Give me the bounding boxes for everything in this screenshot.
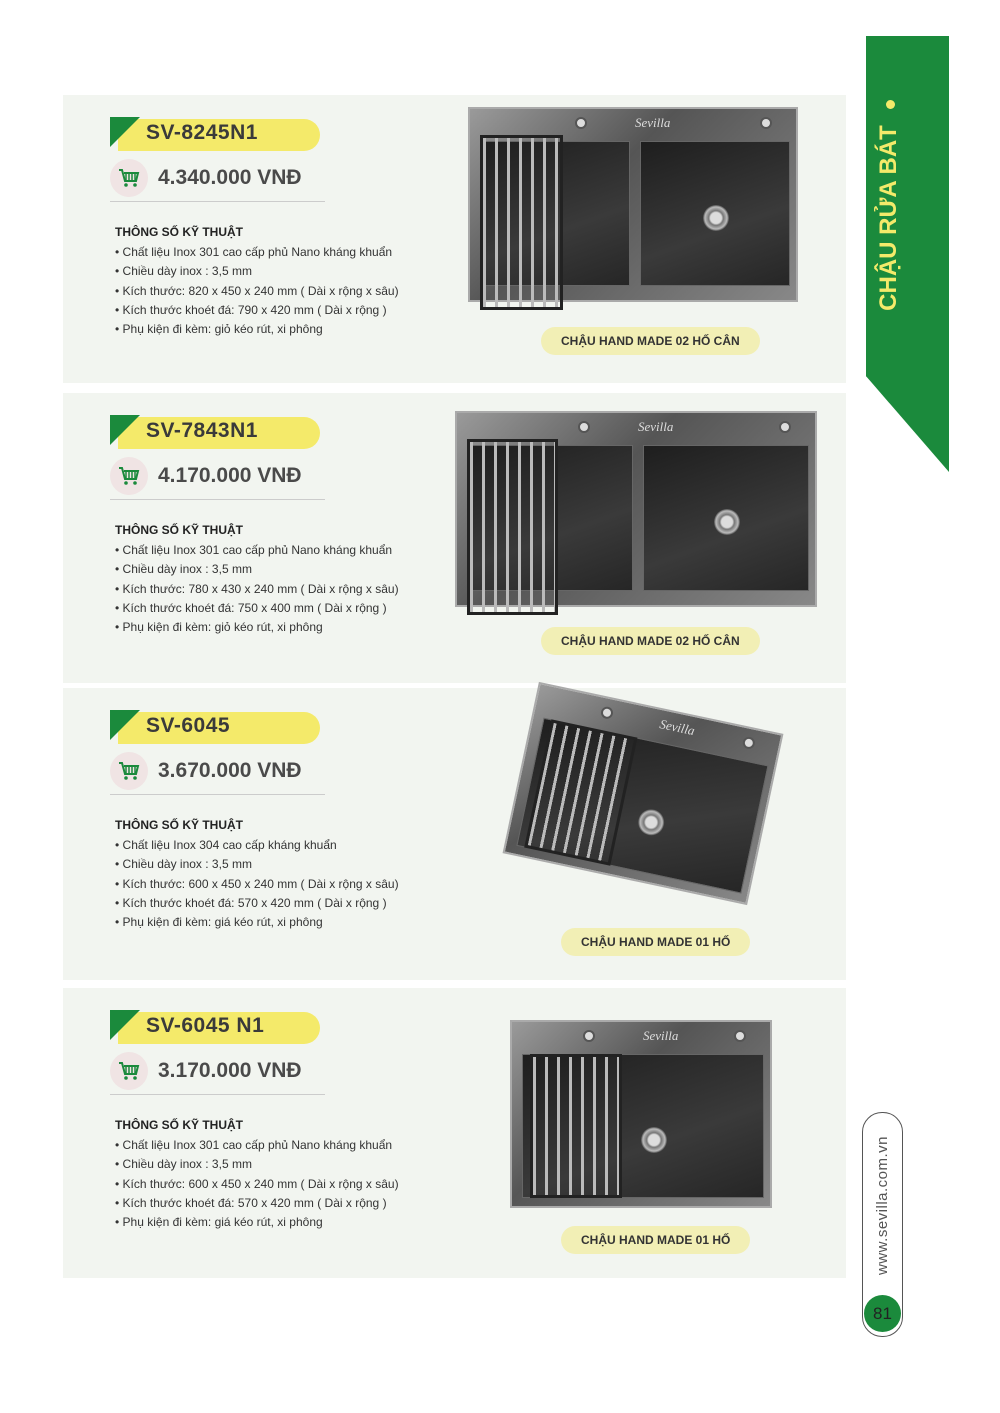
model-name: SV-8245N1 (146, 121, 258, 144)
spec-item: • Chiều dày inox : 3,5 mm (115, 560, 399, 579)
brand-logo: Sevilla (635, 115, 671, 130)
faucet-hole (578, 421, 590, 433)
spec-item: • Kích thước khoét đá: 790 x 420 mm ( Dài x rộng ) (115, 301, 399, 320)
price: 4.170.000 VNĐ (158, 464, 302, 487)
product-caption: CHẬU HAND MADE 01 HỐ (561, 928, 750, 956)
dish-rack (467, 439, 558, 615)
model-name: SV-6045 N1 (146, 1014, 265, 1037)
faucet-hole (760, 117, 772, 129)
drain (641, 1127, 667, 1153)
spec-item: • Chất liệu Inox 301 cao cấp phủ Nano kháng khuẩn (115, 541, 399, 560)
specs-heading: THÔNG SỐ KỸ THUẬT (115, 1118, 243, 1132)
model-name: SV-7843N1 (146, 419, 258, 442)
spec-item: • Chiều dày inox : 3,5 mm (115, 1155, 399, 1174)
sink-image (455, 411, 817, 607)
specs-heading: THÔNG SỐ KỸ THUẬT (115, 523, 243, 537)
sink-image (468, 107, 798, 302)
brand-logo: Sevilla (638, 419, 674, 434)
product-card (63, 688, 846, 980)
faucet-hole (600, 706, 614, 720)
faucet-hole (742, 736, 756, 750)
drain (635, 806, 666, 837)
spec-item: • Phụ kiện đi kèm: giỏ kéo rút, xi phông (115, 320, 399, 339)
model-tag (110, 415, 320, 451)
spec-item: • Kích thước khoét đá: 750 x 400 mm ( Dài x rộng ) (115, 599, 399, 618)
right-bowl (640, 141, 790, 286)
spec-item: • Kích thước khoét đá: 570 x 420 mm ( Dài x rộng ) (115, 1194, 399, 1213)
spec-item: • Chất liệu Inox 301 cao cấp phủ Nano kháng khuẩn (115, 1136, 399, 1155)
divider (110, 1094, 325, 1095)
price: 3.170.000 VNĐ (158, 1059, 302, 1082)
sink-image (503, 682, 784, 905)
spec-list (115, 1116, 399, 1232)
price-row (110, 159, 302, 197)
model-tag (110, 1010, 320, 1046)
dish-rack (530, 1054, 622, 1198)
faucet-hole (583, 1030, 595, 1042)
divider (110, 794, 325, 795)
dish-rack (480, 135, 563, 310)
model-name: SV-6045 (146, 714, 231, 737)
spec-item: • Kích thước: 780 x 430 x 240 mm ( Dài x rộng x sâu) (115, 580, 399, 599)
divider (110, 499, 325, 500)
specs-heading: THÔNG SỐ KỸ THUẬT (115, 225, 243, 239)
faucet-hole (734, 1030, 746, 1042)
specs-heading: THÔNG SỐ KỸ THUẬT (115, 818, 243, 832)
sink-image (510, 1020, 772, 1208)
product-caption: CHẬU HAND MADE 02 HỐ CÂN (541, 627, 760, 655)
spec-list (115, 223, 399, 339)
faucet-hole (575, 117, 587, 129)
spec-item: • Phụ kiện đi kèm: giá kéo rút, xi phông (115, 913, 399, 932)
spec-item: • Chiều dày inox : 3,5 mm (115, 262, 399, 281)
cart-icon (110, 159, 148, 197)
model-tag (110, 117, 320, 153)
price-row (110, 752, 302, 790)
product-caption: CHẬU HAND MADE 01 HỐ (561, 1226, 750, 1254)
drain (703, 205, 729, 231)
product-card (63, 393, 846, 683)
model-tag (110, 710, 320, 746)
spec-item: • Chiều dày inox : 3,5 mm (115, 855, 399, 874)
product-card (63, 95, 846, 383)
section-title: CHẬU RỬA BÁT (875, 125, 903, 311)
brand-logo: Sevilla (643, 1028, 679, 1043)
spec-item: • Kích thước: 820 x 450 x 240 mm ( Dài x rộng x sâu) (115, 282, 399, 301)
spec-item: • Phụ kiện đi kèm: giỏ kéo rút, xi phông (115, 618, 399, 637)
spec-list (115, 521, 399, 637)
cart-icon (110, 1052, 148, 1090)
divider (110, 201, 325, 202)
spec-item: • Chất liệu Inox 304 cao cấp kháng khuẩn (115, 836, 399, 855)
product-card (63, 988, 846, 1278)
spec-item: • Chất liệu Inox 301 cao cấp phủ Nano kháng khuẩn (115, 243, 399, 262)
spec-list (115, 816, 399, 932)
spec-item: • Phụ kiện đi kèm: giá kéo rút, xi phông (115, 1213, 399, 1232)
page-number: 81 (864, 1295, 901, 1332)
brand-logo: Sevilla (658, 716, 697, 739)
faucet-hole (779, 421, 791, 433)
cart-icon (110, 457, 148, 495)
drain (714, 509, 740, 535)
price: 3.670.000 VNĐ (158, 759, 302, 782)
cart-icon (110, 752, 148, 790)
price: 4.340.000 VNĐ (158, 166, 302, 189)
price-row (110, 1052, 302, 1090)
right-bowl (643, 445, 809, 591)
spec-item: • Kích thước: 600 x 450 x 240 mm ( Dài x rộng x sâu) (115, 1175, 399, 1194)
product-caption: CHẬU HAND MADE 02 HỐ CÂN (541, 327, 760, 355)
spec-item: • Kích thước: 600 x 450 x 240 mm ( Dài x rộng x sâu) (115, 875, 399, 894)
website-link[interactable]: www.sevilla.com.vn (874, 1135, 892, 1275)
spec-item: • Kích thước khoét đá: 570 x 420 mm ( Dài x rộng ) (115, 894, 399, 913)
price-row (110, 457, 302, 495)
